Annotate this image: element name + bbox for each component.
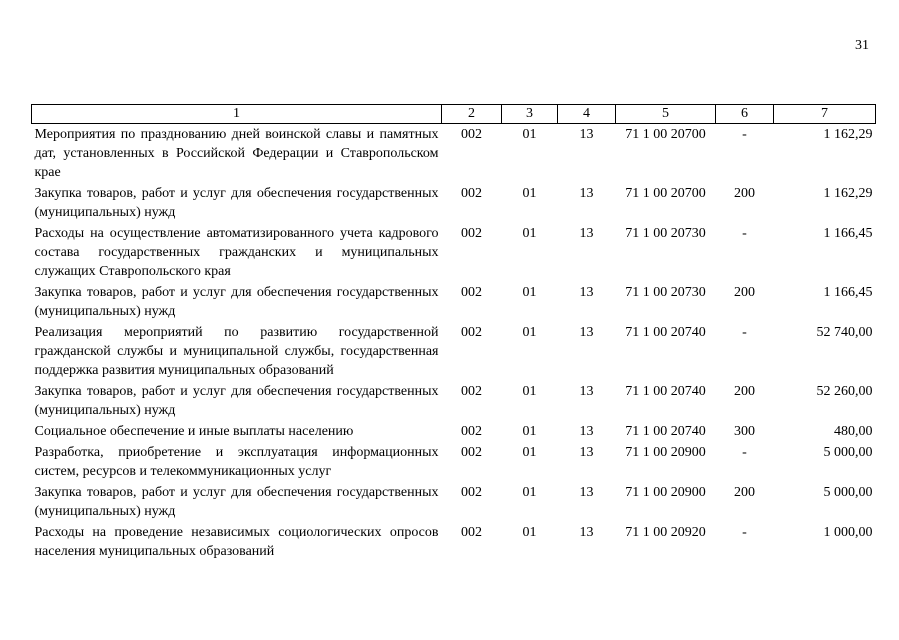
- table-row: [32, 522, 876, 562]
- expense-type-code: 200: [734, 485, 755, 500]
- expense-name: Социальное обеспечение и иные выплаты населению: [34, 424, 354, 439]
- budget-table: [31, 104, 876, 562]
- amount: 52 740,00: [816, 325, 873, 340]
- ministry-code: 002: [461, 226, 482, 241]
- expense-name: Мероприятия по празднованию дней воинской славы и памятных дат, установленных в Российской Федерации и Ставропольском крае: [34, 127, 439, 180]
- table-row: [32, 223, 876, 282]
- section-code: 01: [522, 226, 537, 241]
- col-header-4: 4: [558, 105, 616, 124]
- ministry-code: 002: [461, 485, 482, 500]
- amount: 480,00: [834, 424, 873, 439]
- section-code: 01: [522, 127, 537, 142]
- table-row: [32, 282, 876, 322]
- amount: 5 000,00: [823, 445, 873, 460]
- ministry-code: 002: [461, 186, 482, 201]
- ministry-code: 002: [461, 525, 482, 540]
- table-row: [32, 124, 876, 184]
- ministry-code: 002: [461, 127, 482, 142]
- target-article-code: 71 1 00 20740: [625, 424, 706, 439]
- section-code: 01: [522, 445, 537, 460]
- ministry-code: 002: [461, 325, 482, 340]
- ministry-code: 002: [461, 384, 482, 399]
- target-article-code: 71 1 00 20920: [625, 525, 706, 540]
- amount: 1 000,00: [823, 525, 873, 540]
- target-article-code: 71 1 00 20900: [625, 485, 706, 500]
- amount: 1 166,45: [823, 226, 873, 241]
- table-row: [32, 183, 876, 223]
- ministry-code: 002: [461, 424, 482, 439]
- section-code: 01: [522, 424, 537, 439]
- expense-name: Расходы на проведение независимых социологических опросов населения муниципальных образований: [34, 525, 439, 559]
- table-row: [32, 381, 876, 421]
- target-article-code: 71 1 00 20700: [625, 127, 706, 142]
- ministry-code: 002: [461, 285, 482, 300]
- target-article-code: 71 1 00 20700: [625, 186, 706, 201]
- col-header-6: 6: [716, 105, 774, 124]
- expense-name: Закупка товаров, работ и услуг для обеспечения государственных (муниципальных) нужд: [34, 285, 439, 319]
- subsection-code: 13: [579, 485, 594, 500]
- amount: 1 162,29: [823, 186, 873, 201]
- target-article-code: 71 1 00 20740: [625, 325, 706, 340]
- expense-name: Закупка товаров, работ и услуг для обеспечения государственных (муниципальных) нужд: [34, 384, 439, 418]
- table-row: [32, 442, 876, 482]
- header-row: [32, 105, 876, 124]
- expense-type-code: -: [742, 127, 747, 142]
- col-header-3: 3: [502, 105, 558, 124]
- expense-name: Реализация мероприятий по развитию государственной гражданской службы и муниципальной службы, государственная поддержка развития муниципальных образований: [34, 325, 439, 378]
- expense-name: Расходы на осуществление автоматизированного учета кадрового состава государственных гражданских и муниципальных служащих Ставропольского края: [34, 226, 439, 279]
- target-article-code: 71 1 00 20900: [625, 445, 706, 460]
- target-article-code: 71 1 00 20740: [625, 384, 706, 399]
- section-code: 01: [522, 325, 537, 340]
- expense-type-code: -: [742, 226, 747, 241]
- expense-type-code: 300: [734, 424, 755, 439]
- amount: 5 000,00: [823, 485, 873, 500]
- table-row: [32, 482, 876, 522]
- subsection-code: 13: [579, 525, 594, 540]
- expense-name: Закупка товаров, работ и услуг для обеспечения государственных (муниципальных) нужд: [34, 186, 439, 220]
- amount: 1 166,45: [823, 285, 873, 300]
- col-header-5: 5: [616, 105, 716, 124]
- subsection-code: 13: [579, 325, 594, 340]
- section-code: 01: [522, 384, 537, 399]
- col-header-2: 2: [442, 105, 502, 124]
- amount: 52 260,00: [816, 384, 873, 399]
- table-row: [32, 322, 876, 381]
- section-code: 01: [522, 485, 537, 500]
- subsection-code: 13: [579, 226, 594, 241]
- expense-name: Закупка товаров, работ и услуг для обеспечения государственных (муниципальных) нужд: [34, 485, 439, 519]
- section-code: 01: [522, 186, 537, 201]
- amount: 1 162,29: [823, 127, 873, 142]
- expense-type-code: 200: [734, 285, 755, 300]
- target-article-code: 71 1 00 20730: [625, 226, 706, 241]
- col-header-1: 1: [32, 105, 442, 124]
- subsection-code: 13: [579, 424, 594, 439]
- section-code: 01: [522, 525, 537, 540]
- subsection-code: 13: [579, 186, 594, 201]
- page-number: 31: [855, 38, 869, 53]
- col-header-7: 7: [774, 105, 876, 124]
- subsection-code: 13: [579, 445, 594, 460]
- expense-type-code: -: [742, 525, 747, 540]
- expense-name: Разработка, приобретение и эксплуатация информационных систем, ресурсов и телекоммуникационных услуг: [34, 445, 439, 479]
- expense-type-code: -: [742, 445, 747, 460]
- expense-type-code: 200: [734, 186, 755, 201]
- section-code: 01: [522, 285, 537, 300]
- subsection-code: 13: [579, 384, 594, 399]
- target-article-code: 71 1 00 20730: [625, 285, 706, 300]
- ministry-code: 002: [461, 445, 482, 460]
- subsection-code: 13: [579, 127, 594, 142]
- subsection-code: 13: [579, 285, 594, 300]
- expense-type-code: -: [742, 325, 747, 340]
- expense-type-code: 200: [734, 384, 755, 399]
- table-row: [32, 421, 876, 442]
